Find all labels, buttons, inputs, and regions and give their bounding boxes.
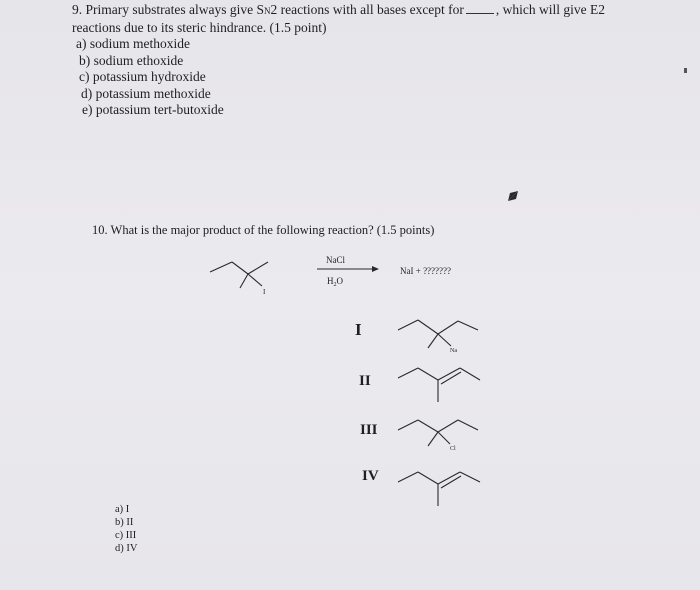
stray-mark [684,68,687,73]
choice-label-I: I [355,320,362,339]
q9-text-mid: 2 reactions with all bases except for [270,2,464,17]
mouse-cursor-icon [505,188,521,204]
q9-text-before: 9. Primary substrates always give S [72,2,264,17]
q9-option-a: a) sodium methoxide [76,36,190,51]
reaction-products: NaI + ??????? [400,266,452,276]
structure-I-na-label: Na [450,348,457,354]
q9-option-e: e) potassium tert-butoxide [82,102,224,117]
structure-IV [398,472,480,506]
q9-text-after: , which will give E2 [495,2,606,17]
reactant-structure [210,262,268,288]
q9-option-c: c) potassium hydroxide [79,69,206,84]
reagent-water: $H_2O$ [327,276,343,288]
q10-option-b: b) II [115,517,134,528]
question-10-options [115,503,137,555]
structure-I [398,320,478,348]
question-10-stem: 10. What is the major product of the following reaction? (1.5 points) [92,223,435,237]
structure-III-cl-label: Cl [450,446,456,452]
q9-line-2: reactions due to its steric hindrance. (1.5 point) [72,19,327,35]
choice-label-IV: IV [362,468,379,484]
q9-option-b: b) sodium ethoxide [79,52,184,68]
q9-option-d: d) potassium methoxide [81,85,211,101]
structure-III [398,420,478,446]
q10-option-d: d) IV [115,543,138,554]
structure-II [398,368,480,402]
q9-subscript: N [263,6,271,16]
choice-label-II: II [359,373,371,389]
reaction-arrowhead [372,266,379,272]
choice-label-III: III [360,422,378,438]
q10-option-a: a) I [115,504,130,515]
reactant-iodine-label: I [263,288,266,296]
reagent-nacl: NaCl [326,255,345,265]
q10-option-c: c) III [115,530,137,541]
